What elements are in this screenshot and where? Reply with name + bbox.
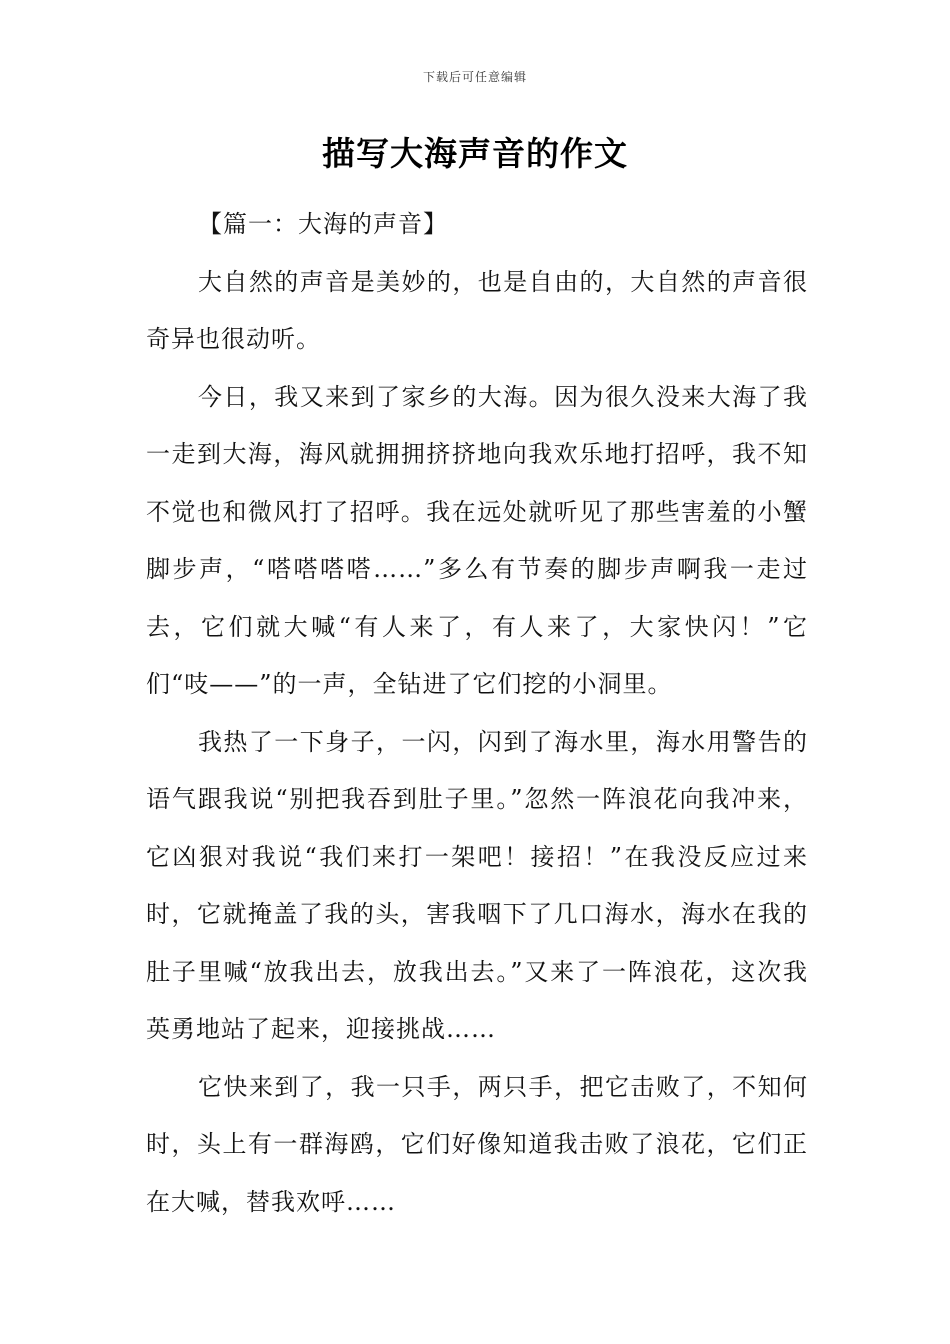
paragraph: 它快来到了，我一只手，两只手，把它击败了，不知何时，头上有一群海鸥，它们好像知道我击败了浪花，它们正在大喊，替我欢呼…… [146,1072,808,1216]
paragraph: 我热了一下身子，一闪，闪到了海水里，海水用警告的语气跟我说“别把我吞到肚子里。”忽然一阵浪花向我冲来，它凶狠对我说“我们来打一架吧！接招！”在我没反应过来时，它就掩盖了我的头，害我咽下了几口海水，海水在我的肚子里喊“放我出去，放我出去。”又来了一阵浪花，这次我英勇地站了起来，迎接挑战…… [146,727,808,1043]
section-heading: 【篇一：大海的声音】 [198,210,448,238]
paragraph: 大自然的声音是美妙的，也是自由的，大自然的声音很奇异也很动听。 [146,267,808,353]
document-body [146,196,808,1231]
header-note: 下载后可任意编辑 [422,70,527,84]
document-title: 描写大海声音的作文 [322,134,628,173]
paragraph: 今日，我又来到了家乡的大海。因为很久没来大海了我一走到大海，海风就拥拥挤挤地向我欢乐地打招呼，我不知不觉也和微风打了招呼。我在远处就听见了那些害羞的小蟹脚步声，“嗒嗒嗒嗒……”多么有节奏的脚步声啊我一走过去，它们就大喊“有人来了，有人来了，大家快闪！”它们“吱——”的一声，全钻进了它们挖的小洞里。 [146,382,808,698]
